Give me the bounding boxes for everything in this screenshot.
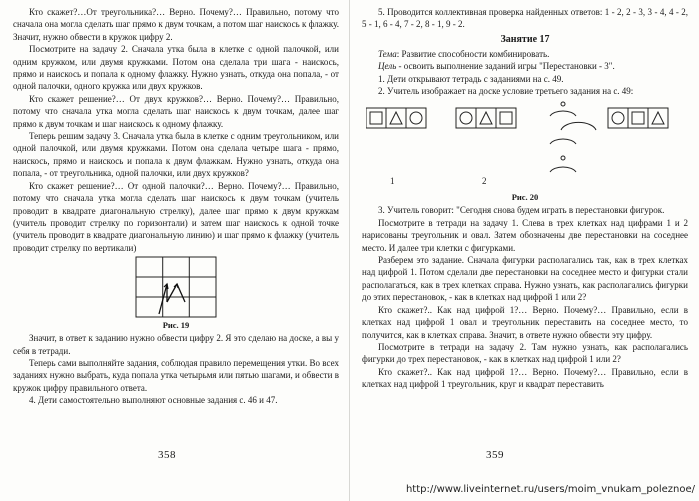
watermark-url: http://www.liveinternet.ru/users/moim_vnukam_poleznoe/	[405, 484, 695, 495]
figure-20	[366, 100, 688, 190]
diagonal-arrow	[167, 284, 177, 302]
cell-row-1	[366, 108, 426, 128]
left-paragraph: Значит, в ответ к заданию нужно обвести цифру 2. Я это сделаю на доске, а вы у себя в тетради.	[13, 333, 339, 356]
figure-20-caption: Рис. 20	[511, 192, 539, 203]
figure-label-1: 1	[390, 176, 395, 187]
left-paragraph: Теперь сами выполняйте задания, соблюдая правило перемещения утки. Во всех заданиях нужно выбрать, куда попала утка четырьмя или пятью шагами, и обвести в кружок цифру правильного ответа.	[13, 357, 339, 393]
left-paragraph: Теперь решим задачу 3. Сначала утка была в клетке с одним треугольником, или одной палочкой, или двумя кружками. Потом она сделала четыре шага - прямо, наискось, прямо и наискось и попала к двум флажкам. Нужно узнать, откуда она попала, - от треугольника, одной палочки, или двух кружков?	[13, 131, 339, 179]
left-paragraph: 4. Дети самостоятельно выполняют основные задания с. 46 и 47.	[29, 395, 278, 406]
topic-label: Тема	[378, 48, 397, 59]
left-paragraph: Кто скажет решение?… От одной палочки?… Верно. Почему?… Правильно, потому что сначала утка могла сделать шаг наискось к двум точкам (учитель проводит в квадрате диагональную стрелку), далее шаг прямо к двум кружкам (учитель проводит стрелку по горизонтали) и затем шаг наискось к одной точке (учитель проводит в квадрате диагональную линию) и шаг прямо к флажку (учитель проводит стрелку по вертикали)	[13, 180, 339, 253]
figure-19-grid	[135, 256, 217, 318]
right-paragraph: Кто скажет?.. Как над цифрой 1?… Верно. Почему?… Правильно, если в клетках над цифрой 1 треугольник, круг и квадрат переставить	[362, 366, 688, 390]
right-paragraph: Посмотрите в тетради на задачу 2. Там нужно узнать, как располагались фигурки до трех перестановок, - как в клетках над цифрой 1 или 2?	[362, 341, 688, 365]
right-paragraph: Кто скажет?.. Как над цифрой 1?… Верно. Почему?… Правильно, если в клетках над цифрой 1 овал и треугольник переставить на соседнее место, то получится, как в клетках справа. Значит, в ответе нужно обвести эту цифру.	[362, 304, 688, 340]
lesson-heading: Занятие 17	[500, 33, 550, 45]
right-paragraph: 2. Учитель изображает на доске условие третьего задания на с. 49:	[378, 86, 634, 97]
lesson-topic	[362, 48, 688, 60]
figure-19-caption: Рис. 19	[162, 320, 190, 331]
cell-row-2	[456, 108, 516, 128]
left-paragraph: Кто скажет решение?… От двух кружков?… Верно. Почему?… Правильно, потому что сначала утка могла сделать шаг наискось к двум точкам, далее шаг прямо к двум точкам и шаг наискось к одному флажку.	[13, 93, 339, 129]
left-paragraph: Кто скажет?…От треугольника?… Верно. Почему?… Правильно, потому что сначала она могла сделать шаг прямо к двум точкам, а потом шаг наискось к флажку. Значит, нужно обвести в кружок цифру 2.	[13, 7, 339, 42]
left-page-number: 358	[158, 449, 176, 461]
cell-column-result	[608, 108, 668, 128]
lesson-goal	[362, 60, 688, 72]
topic-text: : Развитие способности комбинировать.	[396, 48, 550, 59]
permutation-arcs	[550, 102, 596, 172]
goal-text: - освоить выполнение заданий игры "Перестановки - 3".	[396, 61, 615, 72]
right-paragraph: Посмотрите в тетради на задачу 1. Слева в трех клетках над цифрами 1 и 2 нарисованы треугольник и овал. Затем обозначены две перестановки на соседнее место. И далее три клетки с фигурками.	[362, 217, 688, 253]
right-paragraph: 5. Проводится коллективная проверка найденных ответов: 1 - 2, 2 - 3, 3 - 4, 4 - 2, 5 - 1, 6 - 4, 7 - 2, 8 - 1, 9 - 2.	[362, 7, 688, 30]
figure-label-2: 2	[482, 176, 487, 187]
right-page	[350, 0, 699, 501]
right-paragraph: 1. Дети открывают тетрадь с заданиями на с. 49.	[378, 73, 564, 84]
right-page-number: 359	[486, 449, 504, 461]
right-paragraph: 3. Учитель говорит: "Сегодня снова будем играть в перестановки фигурок.	[378, 205, 665, 216]
right-paragraph: Разберем это задание. Сначала фигурки располагались так, как в трех клетках над цифрой 1. Потом сделали две перестановки на соседнее место и фигурки стали располагаться, как в трех клетках справа. Нужно узнать, как располагались фигурки до этих перестановок, - как в клетках над цифрой 1 или 2?	[362, 255, 688, 303]
left-text-column	[13, 6, 339, 407]
goal-label: Цель	[378, 61, 397, 72]
left-paragraph: Посмотрите на задачу 2. Сначала утка была в клетке с одной палочкой, или одним кружком, или двумя кружками. Потом она сделала три шага - наискось, прямо и наискось и попала к одному флажку. Нужно узнать, откуда она попала, - от одной палочки, одного кружка или двух кружков.	[13, 44, 339, 92]
left-page	[0, 0, 349, 501]
right-text-column	[362, 6, 688, 391]
